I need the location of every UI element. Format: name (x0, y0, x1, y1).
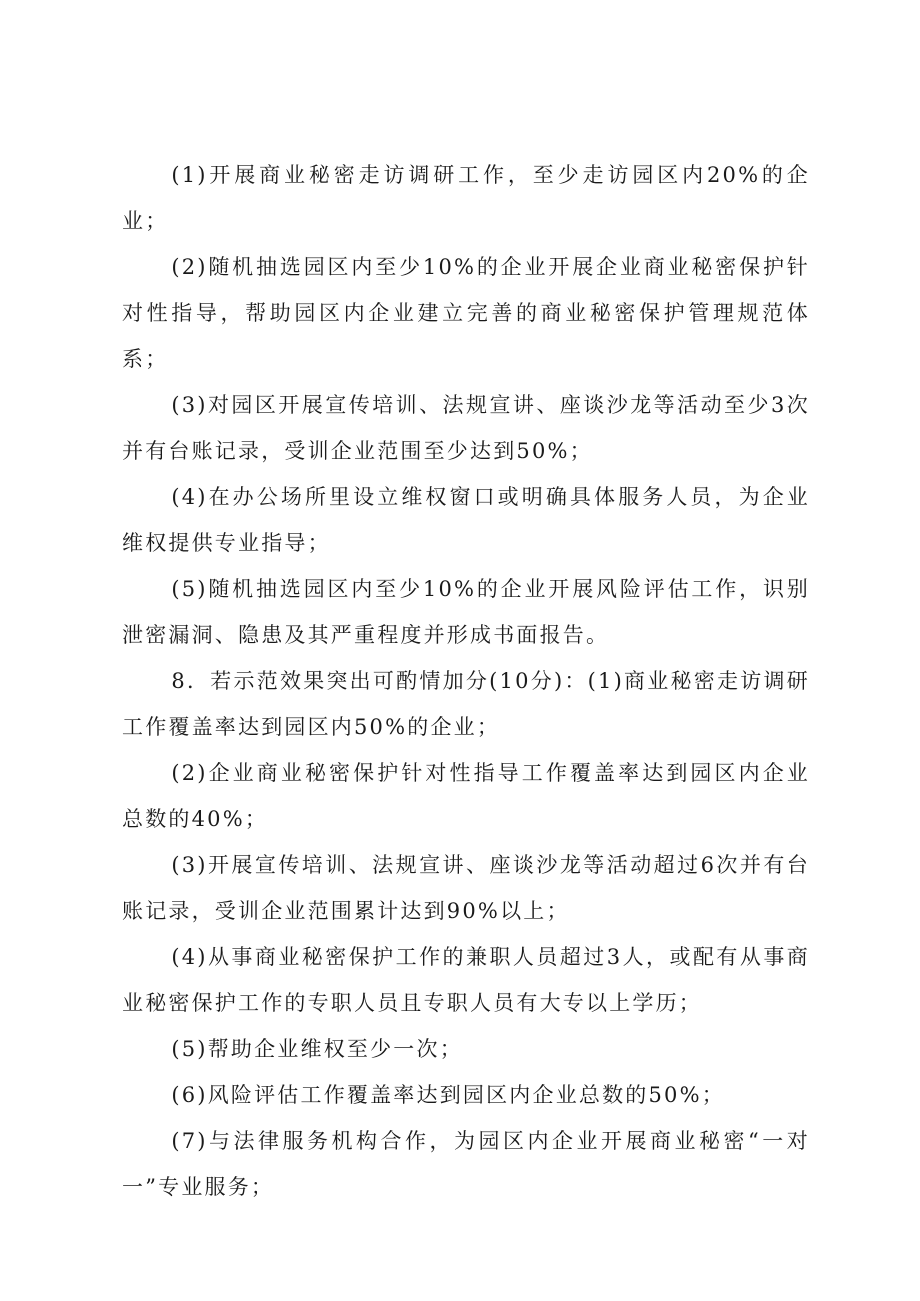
document-body (122, 152, 810, 1210)
paragraph-bonus-4: (4)从事商业秘密保护工作的兼职人员超过3人，或配有从事商业秘密保护工作的专职人员且专职人员有大专以上学历； (122, 945, 810, 1015)
paragraph-item-4: (4)在办公场所里设立维权窗口或明确具体服务人员，为企业维权提供专业指导； (122, 485, 810, 555)
paragraph-bonus-5: (5)帮助企业维权至少一次； (171, 1037, 463, 1061)
paragraph-item-5: (5)随机抽选园区内至少10%的企业开展风险评估工作，识别泄密漏洞、隐患及其严重程度并形成书面报告。 (122, 577, 810, 647)
paragraph-item-1: (1)开展商业秘密走访调研工作，至少走访园区内20%的企业； (122, 163, 810, 233)
paragraph-bonus-6: (6)风险评估工作覆盖率达到园区内企业总数的50%； (171, 1083, 725, 1107)
paragraph-item-2: (2)随机抽选园区内至少10%的企业开展企业商业秘密保护针对性指导，帮助园区内企业建立完善的商业秘密保护管理规范体系； (122, 255, 810, 371)
paragraph-item-3: (3)对园区开展宣传培训、法规宣讲、座谈沙龙等活动至少3次并有台账记录，受训企业范围至少达到50%； (122, 393, 810, 463)
paragraph-section-8: 8．若示范效果突出可酌情加分(10分)：(1)商业秘密走访调研工作覆盖率达到园区内50%的企业； (122, 669, 810, 739)
paragraph-bonus-3: (3)开展宣传培训、法规宣讲、座谈沙龙等活动超过6次并有台账记录，受训企业范围累计达到90%以上； (122, 853, 810, 923)
paragraph-bonus-7: (7)与法律服务机构合作，为园区内企业开展商业秘密“一对一”专业服务； (122, 1129, 810, 1199)
paragraph-bonus-2: (2)企业商业秘密保护针对性指导工作覆盖率达到园区内企业总数的40%； (122, 761, 810, 831)
